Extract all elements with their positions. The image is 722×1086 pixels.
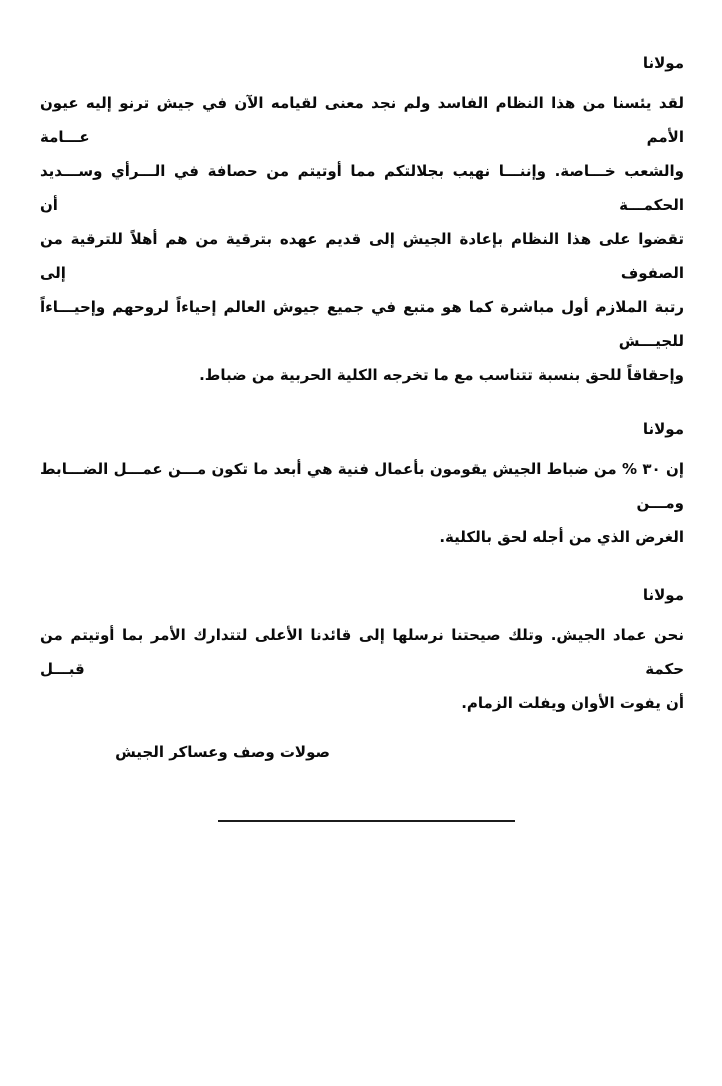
section-2-heading: مولانا (642, 420, 684, 438)
section-1-paragraph (40, 86, 684, 392)
paragraph-line: أن يفوت الأوان ويفلت الزمام. (461, 694, 684, 712)
section-2-paragraph (40, 452, 684, 554)
horizontal-divider-rule (218, 820, 515, 822)
section-3 (40, 584, 684, 720)
paragraph-line: رتبة الملازم أول مباشرة كما هو متبع في جميع جيوش العالم إحياءاً لروحهم وإحيـــاءاً للجيـــش (40, 298, 684, 350)
section-3-paragraph (40, 618, 684, 720)
paragraph-line: والشعب خـــاصة. وإننـــا نهيب بجلالتكم مما أوتيتم من حصافة في الـــرأي وســـديد الحكمـــة أن (40, 162, 684, 214)
paragraph-line: تقضوا على هذا النظام بإعادة الجيش إلى قديم عهده بترقية من هم أهلاً للترقية من الصفوف إلى (40, 230, 684, 282)
signature-line: صولات وصف وعساكر الجيش (115, 743, 330, 761)
section-3-heading: مولانا (642, 586, 684, 604)
paragraph-line: نحن عماد الجيش. وتلك صيحتنا نرسلها إلى قائدنا الأعلى لتتدارك الأمر بما أوتيتم من حكمة قبـــل (40, 626, 684, 678)
paragraph-line: لقد يئسنا من هذا النظام الفاسد ولم نجد معنى لقيامه الآن في جيش ترنو إليه عيون الأمم عـــامة (40, 94, 684, 146)
paragraph-line: وإحقاقاً للحق بنسبة تتناسب مع ما تخرجه الكلية الحربية من ضباط. (199, 366, 684, 384)
section-1-heading: مولانا (642, 54, 684, 72)
section-2 (40, 418, 684, 554)
paragraph-line: إن ٣٠ % من ضباط الجيش يقومون بأعمال فنية هي أبعد ما تكون مـــن عمـــل الضـــابط ومـــن (40, 460, 684, 512)
section-1 (40, 52, 684, 392)
paragraph-line: الغرض الذي من أجله لحق بالكلية. (439, 528, 684, 546)
